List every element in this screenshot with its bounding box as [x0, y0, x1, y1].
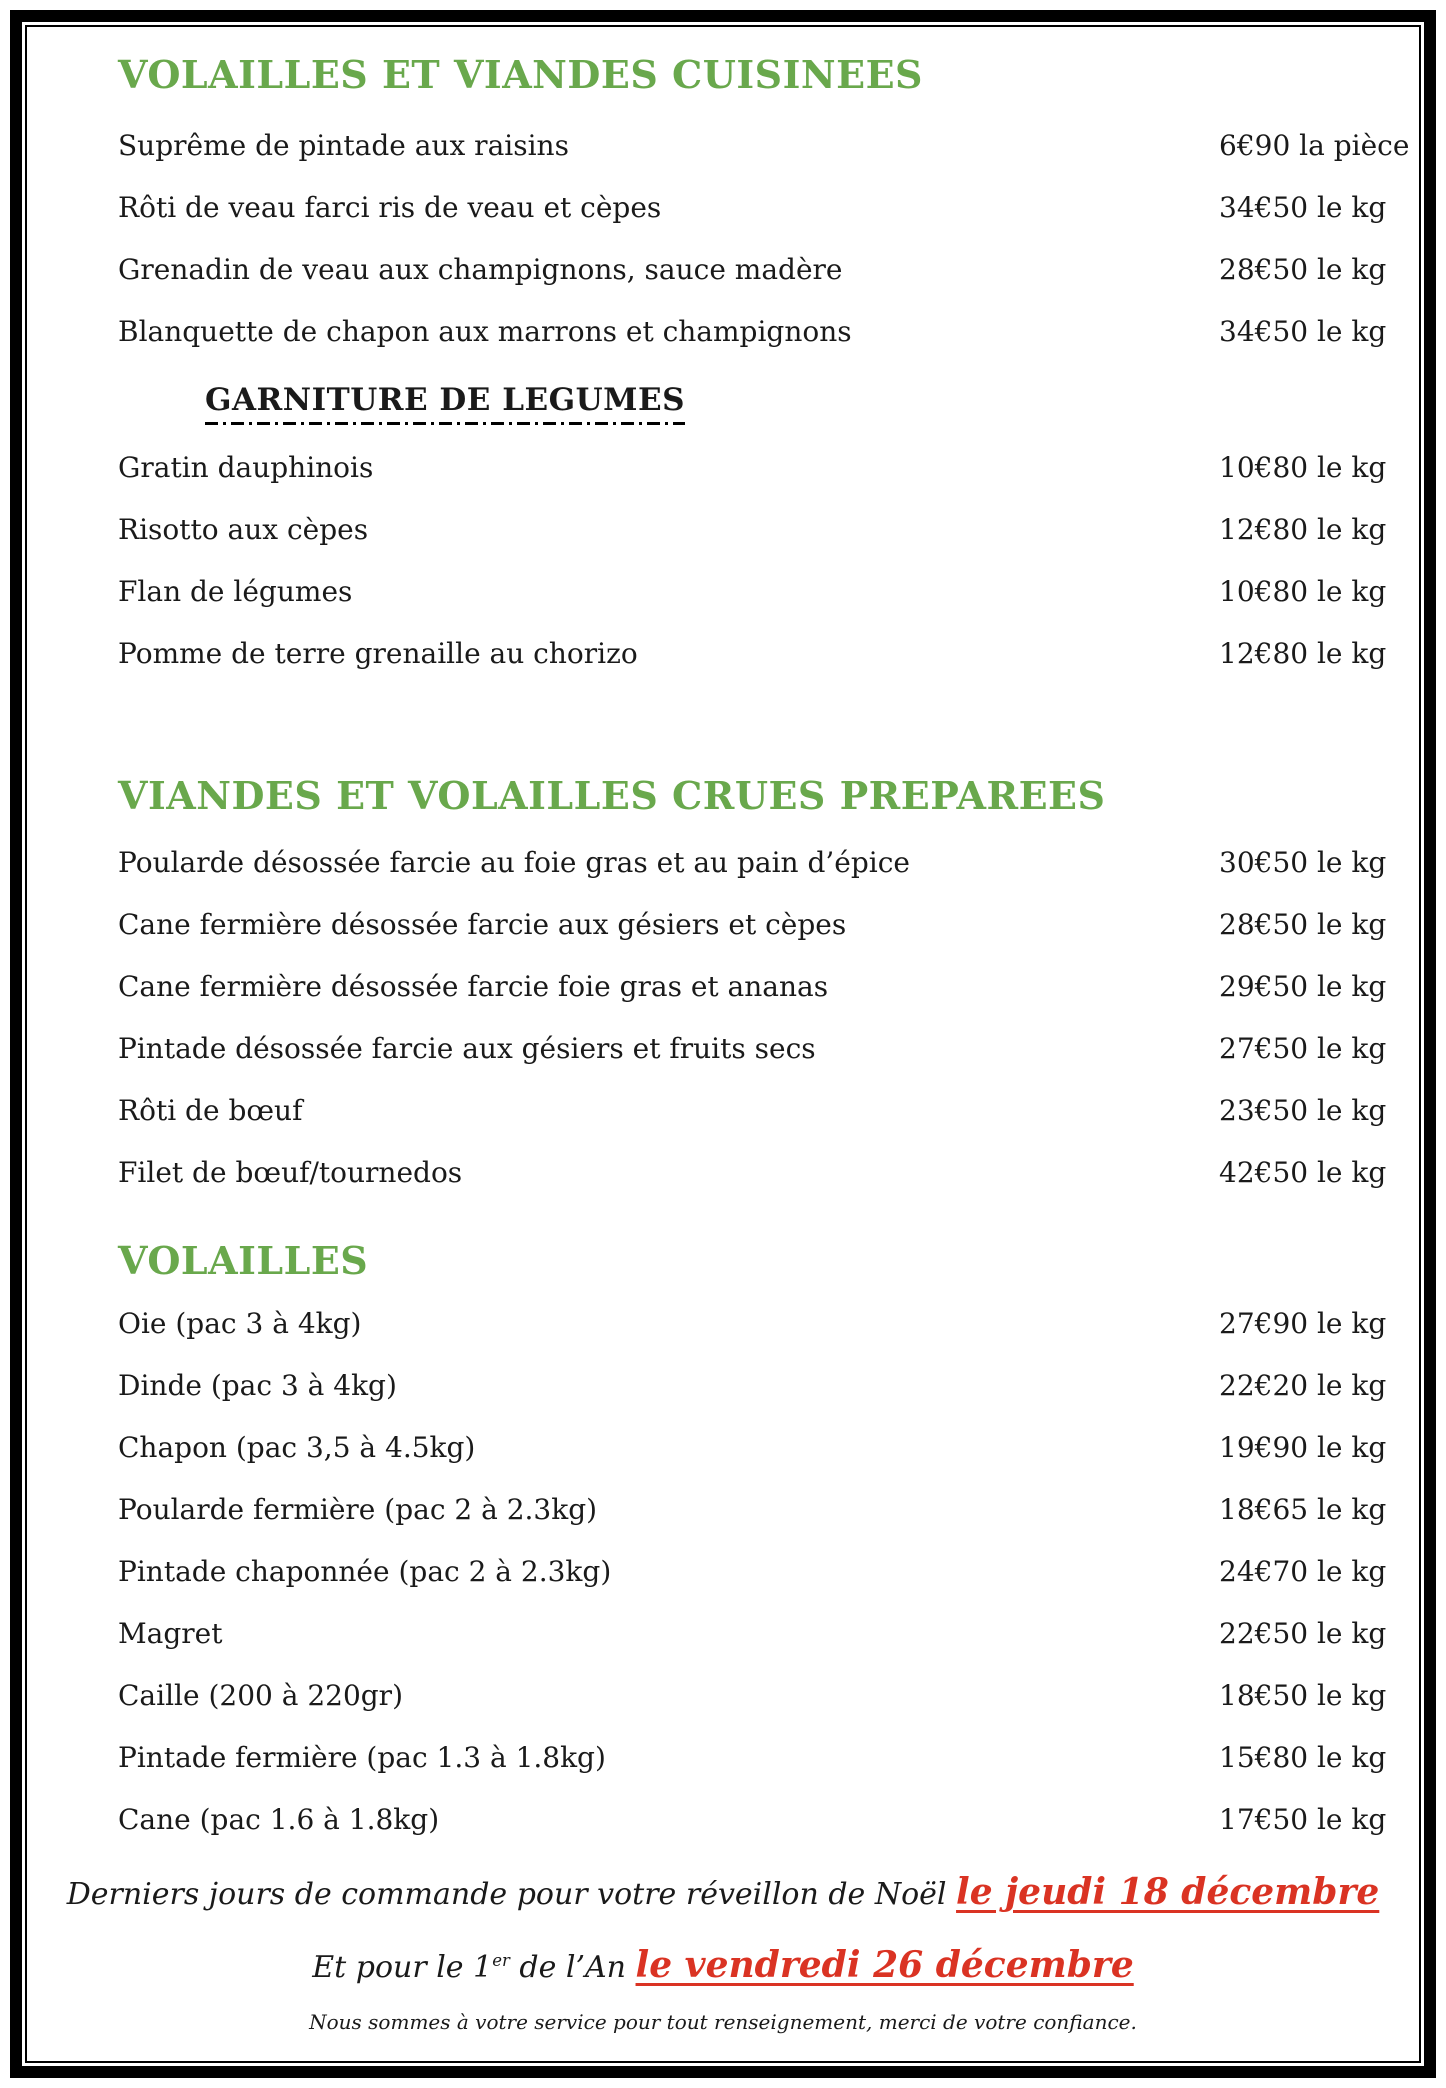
menu-item-row [118, 1034, 1419, 1064]
menu-item-row [118, 1096, 1419, 1126]
menu-section [118, 53, 1419, 347]
menu-item-name: Risotto aux cèpes [118, 513, 369, 546]
menu-item-name: Cane fermière désossée farcie foie gras et ananas [118, 970, 829, 1003]
menu-item-name: Suprême de pintade aux raisins [118, 129, 569, 162]
section-title: VOLAILLES [118, 1238, 369, 1283]
menu-item-row [118, 1681, 1419, 1711]
menu-item-row [118, 972, 1419, 1002]
menu-item-name: Pintade chaponnée (pac 2 à 2.3kg) [118, 1555, 612, 1588]
menu-item-price: 22€50 le kg [1219, 1617, 1387, 1650]
menu-section [118, 701, 1419, 1188]
menu-item-price: 19€90 le kg [1219, 1431, 1387, 1464]
menu-item-row [118, 1743, 1419, 1773]
menu-footer [27, 1867, 1419, 2035]
menu-item-row [118, 639, 1419, 669]
menu-item-row [118, 1433, 1419, 1463]
menu-item-row [118, 515, 1419, 545]
menu-item-price: 22€20 le kg [1219, 1369, 1387, 1402]
ordinal-suffix: er [492, 1951, 510, 1970]
menu-item-row [118, 1557, 1419, 1587]
noel-order-deadline-date: le jeudi 18 décembre [956, 1871, 1380, 1913]
menu-item-row [118, 1309, 1419, 1339]
menu-item-price: 10€80 le kg [1219, 451, 1387, 484]
service-note: Nous sommes à votre service pour tout renseignement, merci de votre confiance. [309, 2010, 1137, 2034]
menu-item-row [118, 131, 1419, 161]
menu-item-name: Blanquette de chapon aux marrons et champignons [118, 315, 852, 348]
menu-item-row [118, 1805, 1419, 1835]
outer-border-frame [10, 10, 1436, 2078]
menu-item-row [118, 255, 1419, 285]
menu-item-name: Grenadin de veau aux champignons, sauce madère [118, 253, 843, 286]
menu-item-price: 12€80 le kg [1219, 637, 1387, 670]
menu-item-name: Caille (200 à 220gr) [118, 1679, 403, 1712]
menu-item-price: 30€50 le kg [1219, 846, 1387, 879]
menu-item-price: 42€50 le kg [1219, 1156, 1387, 1189]
menu-item-row [118, 1158, 1419, 1188]
menu-item-name: Cane fermière désossée farcie aux gésiers et cèpes [118, 908, 847, 941]
menu-sections [118, 53, 1419, 1835]
menu-item-name: Rôti de bœuf [118, 1094, 303, 1127]
menu-item-name: Poularde fermière (pac 2 à 2.3kg) [118, 1493, 598, 1526]
menu-item-name: Flan de légumes [118, 575, 353, 608]
menu-item-price: 34€50 le kg [1219, 315, 1387, 348]
menu-item-name: Pintade désossée farcie aux gésiers et fruits secs [118, 1032, 816, 1065]
inner-border-frame [25, 25, 1421, 2063]
new-year-order-deadline-text-2: de l’An [509, 1950, 636, 1985]
menu-item-row [118, 848, 1419, 878]
menu-item-price: 27€90 le kg [1219, 1307, 1387, 1340]
menu-item-row [118, 193, 1419, 223]
menu-item-name: Magret [118, 1617, 223, 1650]
menu-item-name: Dinde (pac 3 à 4kg) [118, 1369, 397, 1402]
menu-section [118, 379, 1419, 669]
menu-item-price: 17€50 le kg [1219, 1803, 1387, 1836]
menu-item-price: 18€65 le kg [1219, 1493, 1387, 1526]
menu-item-price: 15€80 le kg [1219, 1741, 1387, 1774]
menu-item-name: Gratin dauphinois [118, 451, 374, 484]
menu-item-row [118, 1371, 1419, 1401]
menu-item-price: 29€50 le kg [1219, 970, 1387, 1003]
menu-item-name: Poularde désossée farcie au foie gras et au pain d’épice [118, 846, 910, 879]
menu-content [27, 27, 1419, 2035]
menu-item-price: 24€70 le kg [1219, 1555, 1387, 1588]
menu-section [118, 1220, 1419, 1835]
menu-item-row [118, 453, 1419, 483]
menu-item-name: Cane (pac 1.6 à 1.8kg) [118, 1803, 440, 1836]
menu-item-name: Chapon (pac 3,5 à 4.5kg) [118, 1431, 476, 1464]
menu-item-row [118, 910, 1419, 940]
menu-item-row [118, 317, 1419, 347]
noel-order-deadline-text: Derniers jours de commande pour votre réveillon de Noël [66, 1877, 957, 1912]
section-title: VIANDES ET VOLAILLES CRUES PREPAREES [118, 773, 1106, 818]
menu-item-price: 6€90 la pièce [1219, 129, 1410, 162]
menu-item-name: Rôti de veau farci ris de veau et cèpes [118, 191, 662, 224]
new-year-order-deadline-text: Et pour le 1 [312, 1950, 493, 1985]
new-year-order-deadline-line [27, 1936, 1419, 1993]
section-title: VOLAILLES ET VIANDES CUISINEES [118, 52, 923, 97]
menu-item-price: 28€50 le kg [1219, 908, 1387, 941]
menu-item-price: 34€50 le kg [1219, 191, 1387, 224]
menu-item-name: Pintade fermière (pac 1.3 à 1.8kg) [118, 1741, 606, 1774]
section-title: GARNITURE DE LEGUMES [205, 381, 685, 425]
menu-item-name: Oie (pac 3 à 4kg) [118, 1307, 362, 1340]
menu-item-row [118, 1495, 1419, 1525]
new-year-order-deadline-date: le vendredi 26 décembre [635, 1944, 1134, 1986]
menu-item-row [118, 577, 1419, 607]
menu-item-price: 10€80 le kg [1219, 575, 1387, 608]
menu-item-name: Filet de bœuf/tournedos [118, 1156, 463, 1189]
menu-item-price: 28€50 le kg [1219, 253, 1387, 286]
menu-item-price: 27€50 le kg [1219, 1032, 1387, 1065]
menu-item-price: 18€50 le kg [1219, 1679, 1387, 1712]
menu-item-row [118, 1619, 1419, 1649]
menu-item-price: 12€80 le kg [1219, 513, 1387, 546]
noel-order-deadline-line [27, 1867, 1419, 1920]
menu-item-name: Pomme de terre grenaille au chorizo [118, 637, 638, 670]
menu-item-price: 23€50 le kg [1219, 1094, 1387, 1127]
